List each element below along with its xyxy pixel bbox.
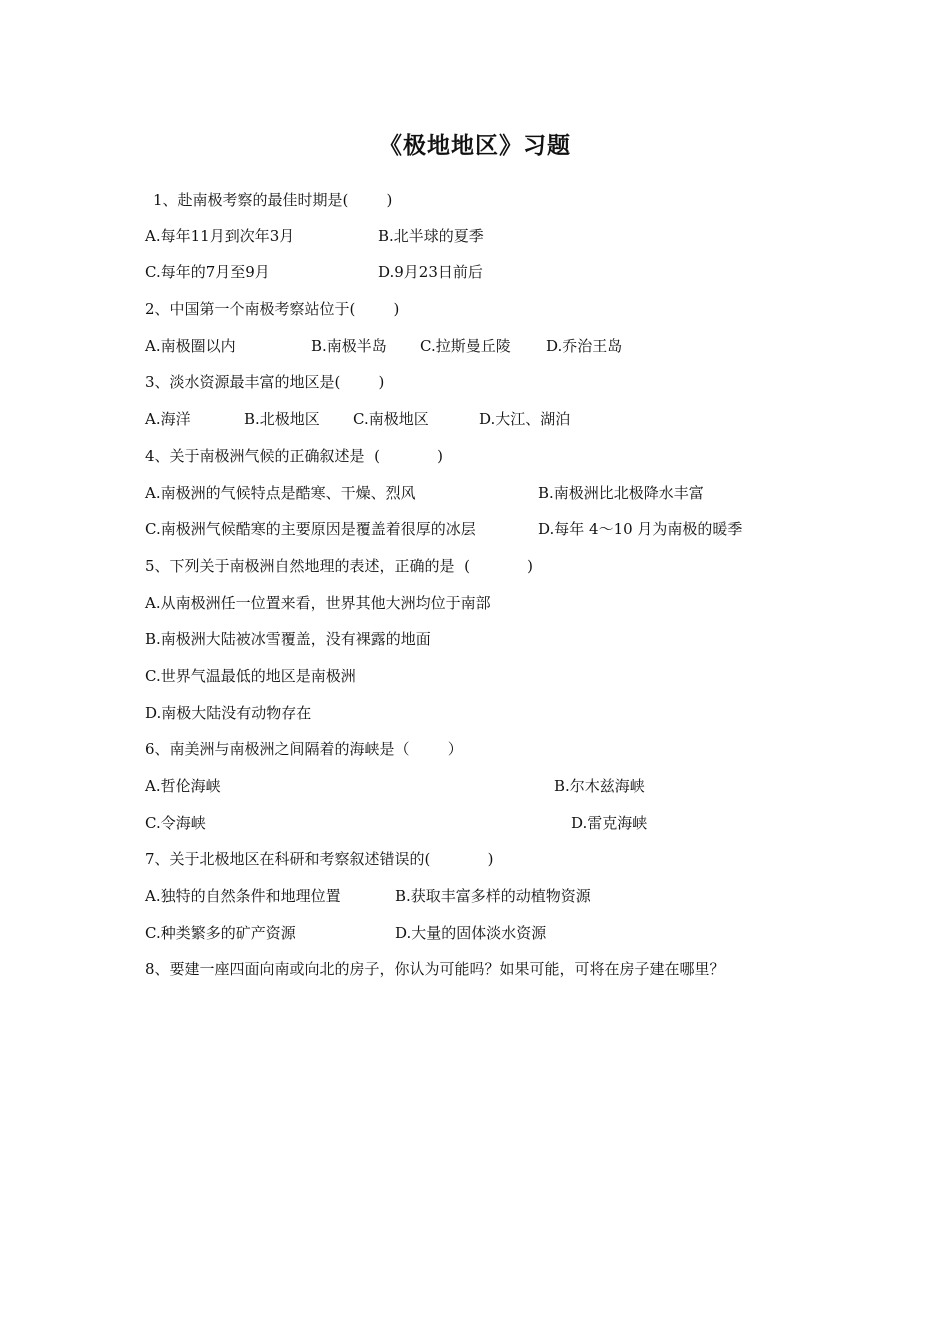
question-4-option-d: D.每年 4～10 月为南极的暖季 bbox=[538, 520, 743, 538]
question-6-stem: 6、南美洲与南极洲之间隔着的海峡是（ ） bbox=[145, 740, 463, 758]
question-6-option-c: C.令海峡 bbox=[145, 814, 206, 832]
question-3-option-b: B.北极地区 bbox=[244, 410, 320, 428]
question-5-stem: 5、下列关于南极洲自然地理的表述，正确的是 ( ) bbox=[145, 557, 534, 575]
question-5-option-a: A.从南极洲任一位置来看，世界其他大洲均位于南部 bbox=[145, 594, 491, 612]
question-3-option-c: C.南极地区 bbox=[353, 410, 429, 428]
question-5-option-b: B.南极洲大陆被冰雪覆盖，没有裸露的地面 bbox=[145, 630, 431, 648]
question-4-option-a: A.南极洲的气候特点是酷寒、干燥、烈风 bbox=[145, 484, 416, 502]
question-2-option-c: C.拉斯曼丘陵 bbox=[420, 337, 511, 355]
question-2-stem: 2、中国第一个南极考察站位于( ) bbox=[145, 300, 400, 318]
question-2-option-a: A.南极圈以内 bbox=[145, 337, 236, 355]
question-7-stem: 7、关于北极地区在科研和考察叙述错误的( ) bbox=[145, 850, 494, 868]
question-2-option-b: B.南极半岛 bbox=[311, 337, 387, 355]
question-1-option-b: B.北半球的夏季 bbox=[378, 227, 484, 245]
question-4-stem: 4、关于南极洲气候的正确叙述是 ( ) bbox=[145, 447, 444, 465]
question-3-option-d: D.大江、湖泊 bbox=[479, 410, 571, 428]
question-8-stem: 8、要建一座四面向南或向北的房子，你认为可能吗？如果可能，可将在房子建在哪里？ bbox=[145, 960, 725, 978]
question-4-option-c: C.南极洲气候酷寒的主要原因是覆盖着很厚的冰层 bbox=[145, 520, 476, 538]
question-3-option-a: A.海洋 bbox=[145, 410, 191, 428]
question-1-option-c: C.每年的7月至9月 bbox=[145, 263, 270, 281]
question-7-option-b: B.获取丰富多样的动植物资源 bbox=[395, 887, 591, 905]
question-6-option-d: D.雷克海峡 bbox=[571, 814, 648, 832]
question-5-option-c: C.世界气温最低的地区是南极洲 bbox=[145, 667, 356, 685]
page-title: 《极地地区》习题 bbox=[379, 133, 571, 159]
question-4-option-b: B.南极洲比北极降水丰富 bbox=[538, 484, 704, 502]
question-6-option-a: A.哲伦海峡 bbox=[145, 777, 221, 795]
question-1-stem: 1、赴南极考察的最佳时期是( ) bbox=[153, 191, 393, 209]
question-7-option-a: A.独特的自然条件和地理位置 bbox=[145, 887, 341, 905]
question-1-option-d: D.9月23日前后 bbox=[378, 263, 483, 281]
question-6-option-b: B.尔木兹海峡 bbox=[554, 777, 645, 795]
question-5-option-d: D.南极大陆没有动物存在 bbox=[145, 704, 312, 722]
question-1-option-a: A.每年11月到次年3月 bbox=[145, 227, 295, 245]
question-7-option-d: D.大量的固体淡水资源 bbox=[395, 924, 547, 942]
question-2-option-d: D.乔治王岛 bbox=[546, 337, 623, 355]
question-3-stem: 3、淡水资源最丰富的地区是( ) bbox=[145, 373, 385, 391]
question-7-option-c: C.种类繁多的矿产资源 bbox=[145, 924, 296, 942]
